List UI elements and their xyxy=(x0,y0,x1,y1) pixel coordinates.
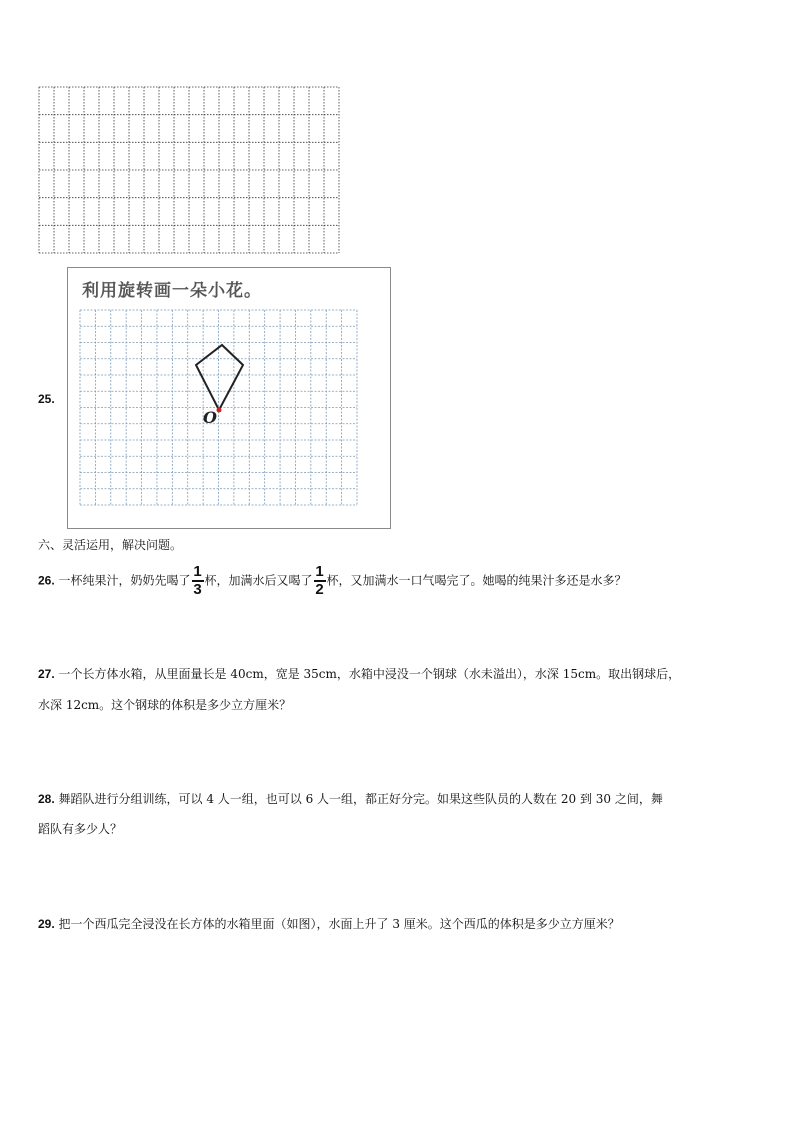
origin-label: O xyxy=(203,408,217,427)
fraction-one-third-numerator: 1 xyxy=(193,563,202,580)
question-29-text: 把一个西瓜完全浸没在长方体的水箱里面（如图），水面上升了 3 厘米。这个西瓜的体积是多少立方厘米？ xyxy=(58,917,620,931)
question-25-number: 25. xyxy=(38,392,55,406)
question-26 xyxy=(38,565,627,597)
fraction-one-third-denominator: 3 xyxy=(193,581,202,598)
question-27-text-1: 一个长方体水箱，从里面量长是 40cm，宽是 35cm，水箱中浸没一个钢球（水未溢出），水深 15cm。取出钢球后， xyxy=(58,667,681,681)
fraction-one-half-denominator: 2 xyxy=(315,581,324,598)
flower-rotation-figure xyxy=(67,267,391,529)
kite-shape xyxy=(196,345,243,410)
question-28-number: 28. xyxy=(38,792,55,806)
fraction-one-third xyxy=(192,565,204,597)
question-29-number: 29. xyxy=(38,917,55,931)
question-28-line-1 xyxy=(38,789,663,809)
fraction-one-half xyxy=(314,565,326,597)
question-27-number: 27. xyxy=(38,667,55,681)
question-26-text-middle: 杯，加满水后又喝了 xyxy=(204,573,313,588)
question-29 xyxy=(38,914,620,934)
answer-grid-top xyxy=(38,86,340,254)
rotation-center-point xyxy=(217,408,222,413)
question-26-text-after: 杯，又加满水一口气喝完了。她喝的纯果汁多还是水多？ xyxy=(326,573,627,588)
question-26-text-before: 一杯纯果汁，奶奶先喝了 xyxy=(58,573,191,588)
figure-caption: 利用旋转画一朵小花。 xyxy=(82,281,262,301)
fraction-one-half-numerator: 1 xyxy=(315,563,324,580)
question-28-line-2: 蹈队有多少人？ xyxy=(38,822,123,836)
question-27-line-1 xyxy=(38,664,680,684)
question-26-number: 26. xyxy=(38,573,55,588)
rotation-grid xyxy=(79,309,359,507)
section-six-title: 六、灵活运用，解决问题。 xyxy=(38,538,183,552)
question-27-line-2: 水深 12cm。这个钢球的体积是多少立方厘米？ xyxy=(38,698,292,712)
question-28-text-1: 舞蹈队进行分组训练，可以 4 人一组，也可以 6 人一组，都正好分完。如果这些队员的人数在 20 到 30 之间，舞 xyxy=(58,792,663,806)
